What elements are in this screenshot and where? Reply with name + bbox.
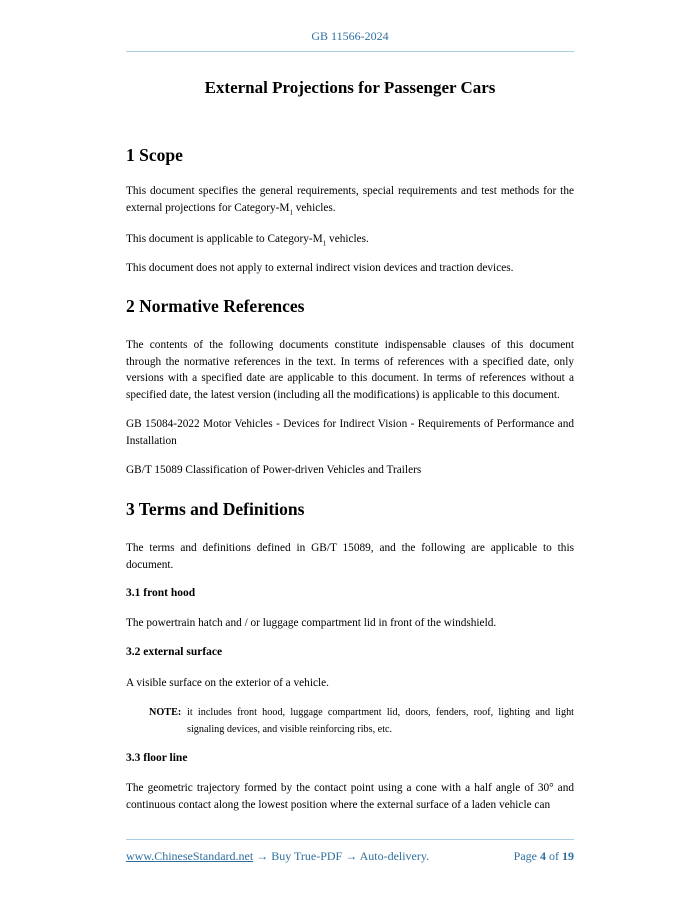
term-definition: The powertrain hatch and / or luggage compartment lid in front of the windshield.: [126, 617, 497, 629]
term-definition: A visible surface on the exterior of a vehicle.: [126, 677, 329, 689]
term-definition: The geometric trajectory formed by the contact point using a cone with a half angle of 30° and continuous contact along the lowest position where the external surface of a laden vehicle can: [126, 782, 574, 811]
page-indicator: Page 4 of 19: [513, 849, 574, 863]
note: [149, 704, 574, 738]
term-heading: 3.2 external surface: [126, 646, 223, 658]
footer-rule: [126, 839, 574, 840]
header-rule: [126, 51, 574, 52]
note-text: it includes front hood, luggage compartment lid, doors, fenders, roof, lighting and light signaling devices, and visible reinforcing ribs, etc.: [187, 707, 574, 735]
term-heading: 3.3 floor line: [126, 752, 188, 764]
paragraph: The contents of the following documents constitute indispensable clauses of this document through the normative references in the text. In terms of references with a specified date, only versions with a specified date are applicable to this document. In terms of references without a specified date, the latest version (including all the modifications) is applicable to this document.: [126, 339, 574, 401]
document-title: External Projections for Passenger Cars: [204, 78, 496, 97]
section-heading: 2 Normative References: [126, 296, 305, 316]
term-heading: 3.1 front hood: [126, 587, 196, 599]
paragraph: This document specifies the general requirements, special requirements and test methods for the external projections for Category-$M_1$ vehicles.: [126, 185, 574, 216]
note-label: NOTE:: [149, 707, 182, 718]
header-doc-id: GB 11566-2024: [311, 29, 389, 43]
paragraph: The terms and definitions defined in GB/T 15089, and the following are applicable to this document.: [126, 542, 574, 571]
reference-item: GB 15084-2022 Motor Vehicles - Devices for Indirect Vision - Requirements of Performance and Installation: [126, 418, 574, 447]
section-heading: 3 Terms and Definitions: [126, 499, 305, 519]
website-link[interactable]: www.ChineseStandard.net: [126, 849, 254, 863]
section-heading: 1 Scope: [126, 145, 183, 165]
paragraph: This document is applicable to Category-$M_1$ vehicles.: [126, 233, 369, 248]
paragraph: This document does not apply to external indirect vision devices and traction devices.: [126, 262, 514, 274]
footer: [126, 849, 574, 864]
footer-tagline: → Buy True-PDF → Auto-delivery.: [253, 849, 430, 863]
reference-item: GB/T 15089 Classification of Power-driven Vehicles and Trailers: [126, 464, 422, 476]
